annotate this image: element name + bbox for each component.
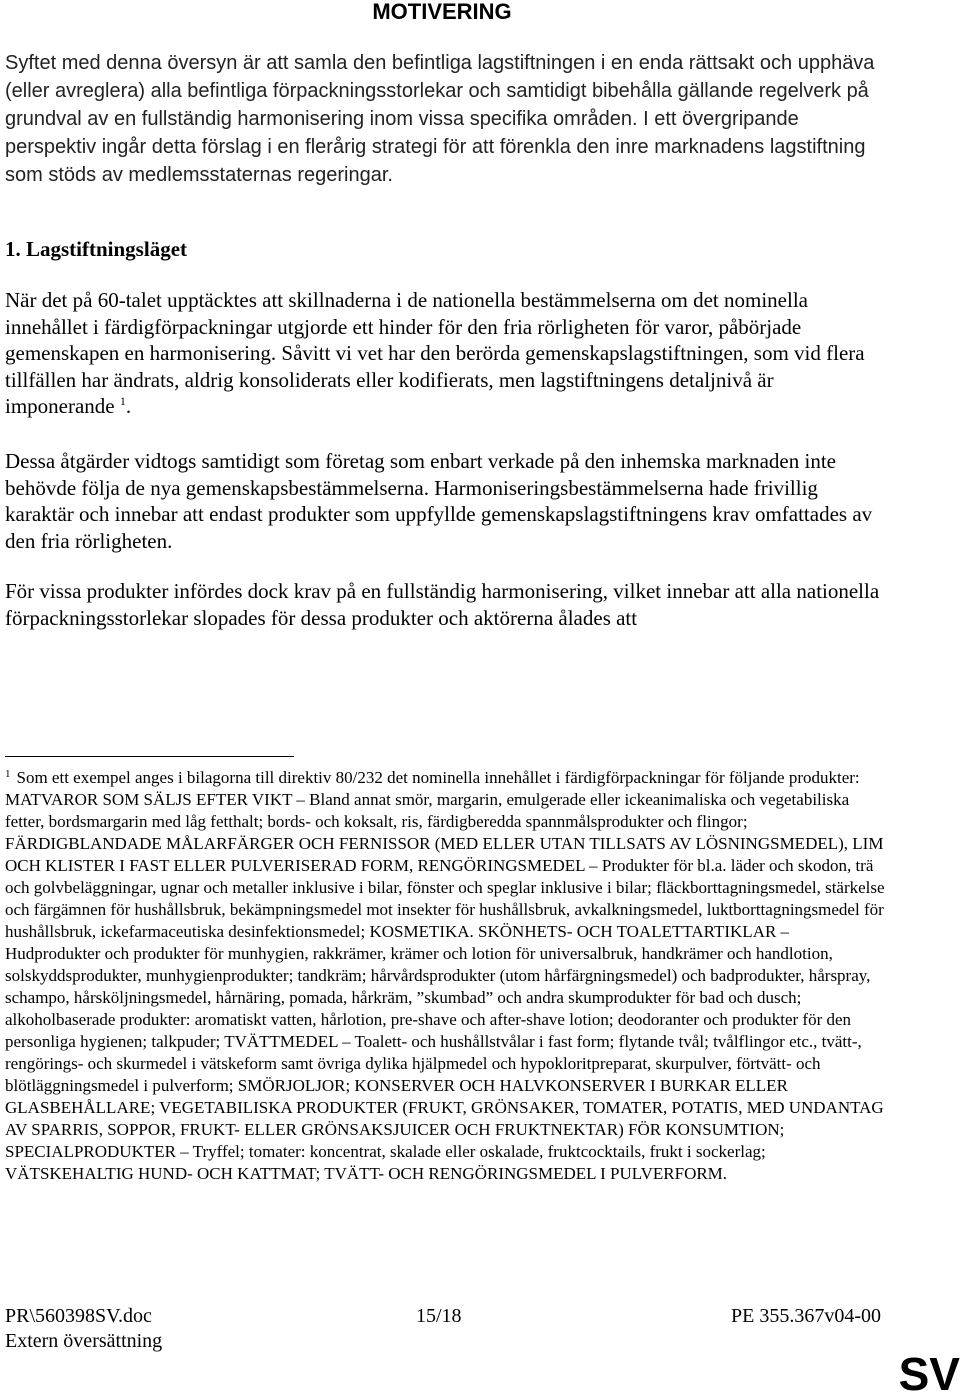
footer-pe-number: PE 355.367v04-00 (731, 1305, 881, 1327)
intro-paragraph: Syftet med denna översyn är att samla den befintliga lagstiftningen i en enda rättsakt och upphäva (eller avreglera) alla befintliga förpackningsstorlekar och samtidigt bibehålla gällande regelverk på grundval av en fullständig harmonisering inom vissa specifika områden. I ett övergripande perspektiv ingår detta förslag i en flerårig strategi för att förenkla den inre marknadens lagstiftning som stöds av medlemsstaternas regeringar. (5, 52, 875, 186)
page-heading: MOTIVERING (372, 0, 512, 24)
paragraph-2: Dessa åtgärder vidtogs samtidigt som företag som enbart verkade på den inhemska marknaden inte behövde följa de nya gemenskapsbestämmelserna. Harmoniseringsbestämmelserna hade frivillig karaktär och innebar att endast produkter som uppfyllde gemenskapslagstiftningens krav omfattades av den fria rörligheten. (5, 449, 873, 553)
footnote-number: 1 (5, 768, 11, 780)
footer-translation-label: Extern översättning (5, 1330, 163, 1352)
section-heading: 1. Lagstiftningsläget (5, 237, 188, 261)
language-code: SV (898, 1348, 960, 1400)
footnote-text: Som ett exempel anges i bilagorna till direktiv 80/232 det nominella innehållet i färdigförpackningar för följande produkter: MATVAROR SOM SÄLJS EFTER VIKT – Bland annat smör, margarin, emulgerade eller ickeanimaliska och vegetabiliska fetter, bordsmargarin med låg fetthalt; bords- och koksalt, ris, färdigberedda spannmålsprodukter och flingor; FÄRDIGBLANDADE MÅLARFÄRGER OCH FERNISSOR (MED ELLER UTAN TILLSATS AV LÖSNINGSMEDEL), LIM OCH KLISTER I FAST ELLER PULVERISERAD FORM, RENGÖRINGSMEDEL – Produkter för bl.a. läder och skodon, trä och golvbeläggningar, ugnar och metaller inklusive i bilar, fönster och speglar inklusive i bilar; fläckborttagningsmedel, stärkelse och färgämnen för hushållsbruk, bekämpningsmedel mot insekter för hushållsbruk, avkalkningsmedel, luktborttagningsmedel för hushållsbruk, ickefarmaceutiska desinfektionsmedel; KOSMETIKA. SKÖNHETS- OCH TOALETTARTIKLAR – Hudprodukter och produkter för munhygien, rakkrämer, krämer och lotion för universalbruk, handkrämer och handlotion, solskyddsprodukter, munhygienprodukter; tandkräm; hårvårdsprodukter (utom hårfärgningsmedel) och badprodukter, hårspray, schampo, hårsköljningsmedel, hårnäring, pomada, hårkräm, ”skumbad” och andra skumprodukter för bad och dusch; alkoholbaserade produkter: aromatiskt vatten, hårlotion, pre-shave och after-shave lotion; deodoranter och produkter för den personliga hygienen; talkpuder; TVÄTTMEDEL – Toalett- och hushållstvålar i fast form; flytande tvål; tvålflingor etc., tvätt-, rengörings- och skurmedel i vätskeform samt övriga dylika hjälpmedel och hypokloritpreparat, skurpulver, förtvätt- och blötläggningsmedel i pulverform; SMÖRJOLJOR; KONSERVER OCH HALVKONSERVER I BURKAR ELLER GLASBEHÅLLARE; VEGETABILISKA PRODUKTER (FRUKT, GRÖNSAKER, TOMATER, POTATIS, MED UNDANTAG AV SPARRIS, SOPPOR, FRUKT- ELLER GRÖNSAKSJUICER OCH FRUKTNEKTAR) FÖR KONSUMTION; SPECIALPRODUKTER – Tryffel; tomater: koncentrat, skalade eller oskalade, fruktcocktails, frukt i sockerlag; VÄTSKEHALTIG HUND- OCH KATTMAT; TVÄTT- OCH RENGÖRINGSMEDEL I PULVERFORM. (5, 768, 885, 1183)
footnote (5, 767, 885, 1185)
paragraph-1-end: . (125, 394, 132, 418)
paragraph-3: För vissa produkter infördes dock krav på en fullständig harmonisering, vilket innebar att alla nationella förpackningsstorlekar slopades för dessa produkter och aktörerna ålades att (5, 579, 880, 630)
footnote-separator (5, 756, 294, 757)
page-footer (5, 1303, 881, 1329)
footer-doc-ref: PR\560398SV.doc (5, 1305, 152, 1327)
footnote-reference: 1 (119, 394, 126, 408)
paragraph-1-text: När det på 60-talet upptäcktes att skillnaderna i de nationella bestämmelserna om det nominella innehållet i färdigförpackningar utgjorde ett hinder för den fria rörligheten för varor, påbörjade gemenskapen en harmonisering. Såvitt vi vet har den berörda gemenskapslagstiftningen, som vid flera tillfällen har ändrats, aldrig konsoliderats eller kodifierats, men lagstiftningens detaljnivå är imponerande (5, 288, 865, 418)
paragraph-1 (5, 287, 887, 420)
footer-page-number: 15/18 (416, 1305, 462, 1327)
